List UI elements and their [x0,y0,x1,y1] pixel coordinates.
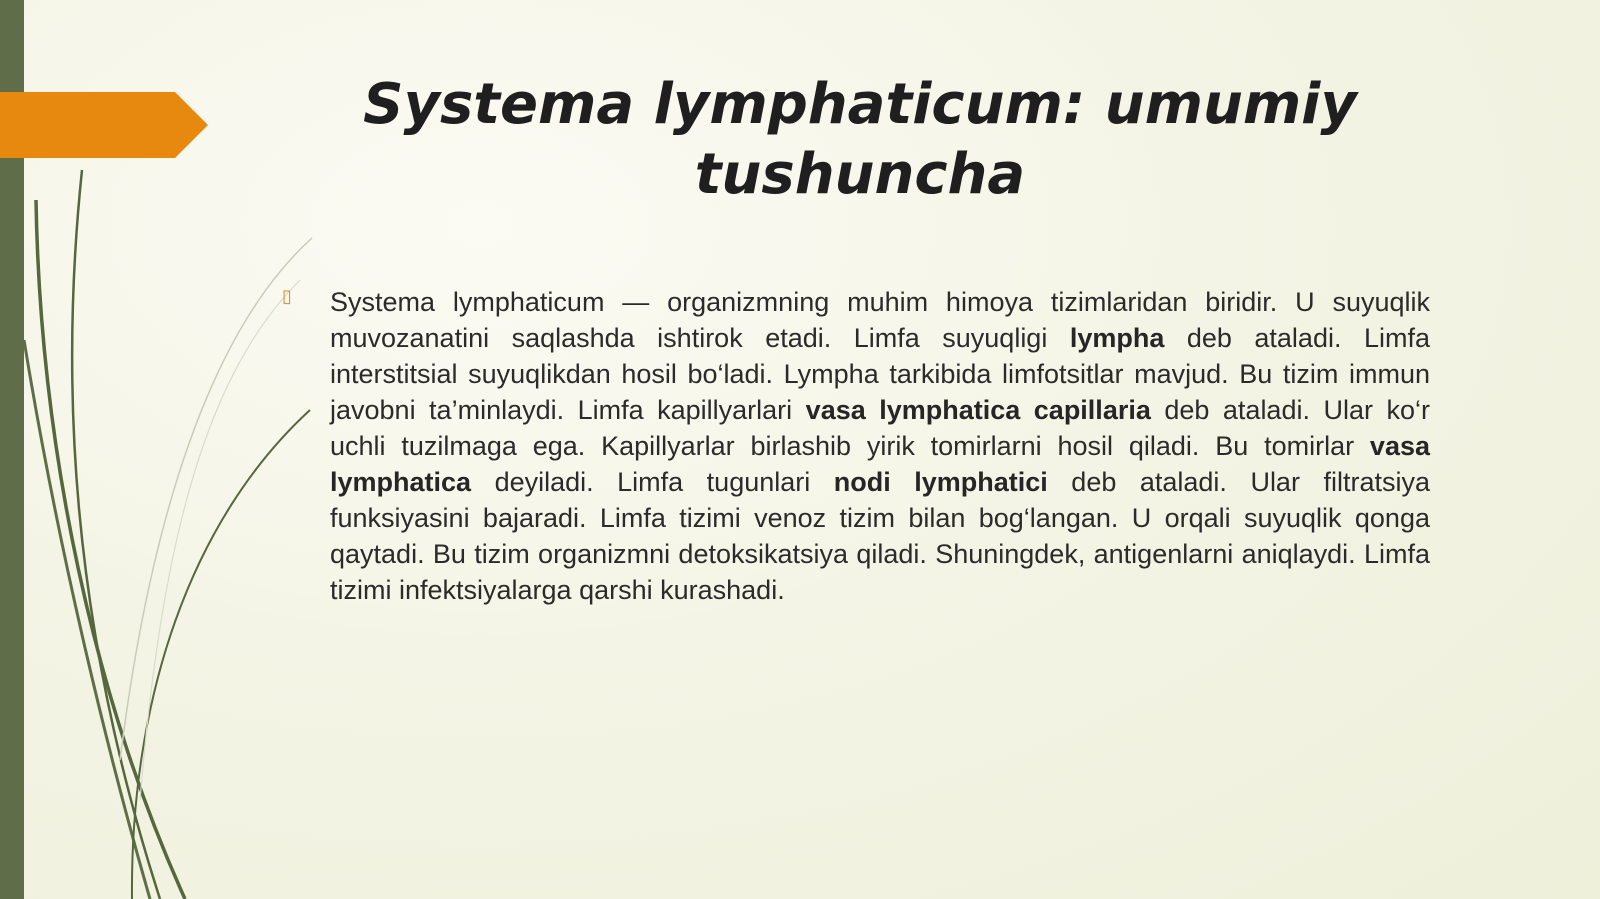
slide-body-paragraph [330,284,1430,608]
paragraph-run: deb ataladi. Ular ko‘r uchli tuzilmaga ega. Kapillyarlar birlashib yirik tomirlarni hosil qiladi. Bu tomirlar [330,395,1430,461]
paragraph-run: deyiladi. Limfa tugunlari [471,467,834,497]
slide-title: Systema lymphaticum: umumiy tushuncha [363,72,1357,207]
bold-term: vasa lymphatica [330,431,1430,497]
bold-term: lympha [1069,323,1165,353]
box-bullet-icon: ▯ [282,286,292,307]
paragraph-run: deb ataladi. Limfa interstitsial suyuqlikdan hosil bo‘ladi. Lympha tarkibida limfotsitlar mavjud. Bu tizim immun javobni ta’minlaydi. Limfa kapillyarlari [330,323,1430,425]
bold-term: nodi lymphatici [833,467,1048,497]
paragraph-run: deb ataladi. Ular filtratsiya funksiyasini bajaradi. Limfa tizimi venoz tizim bilan bog‘langan. U orqali suyuqlik qonga qaytadi. Bu tizim organizmni detoksikatsiya qiladi. Shuningdek, antigenlarni aniqlaydi. Limfa tizimi infektsiyalarga qarshi kurashadi. [330,467,1430,605]
bold-term: vasa lymphatica capillaria [805,395,1151,425]
orange-arrow-banner [0,92,210,158]
paragraph-run: Systema lymphaticum — organizmning muhim himoya tizimlaridan biridir. U suyuqlik muvozanatini saqlashda ishtirok etadi. Limfa suyuqligi [330,287,1430,353]
